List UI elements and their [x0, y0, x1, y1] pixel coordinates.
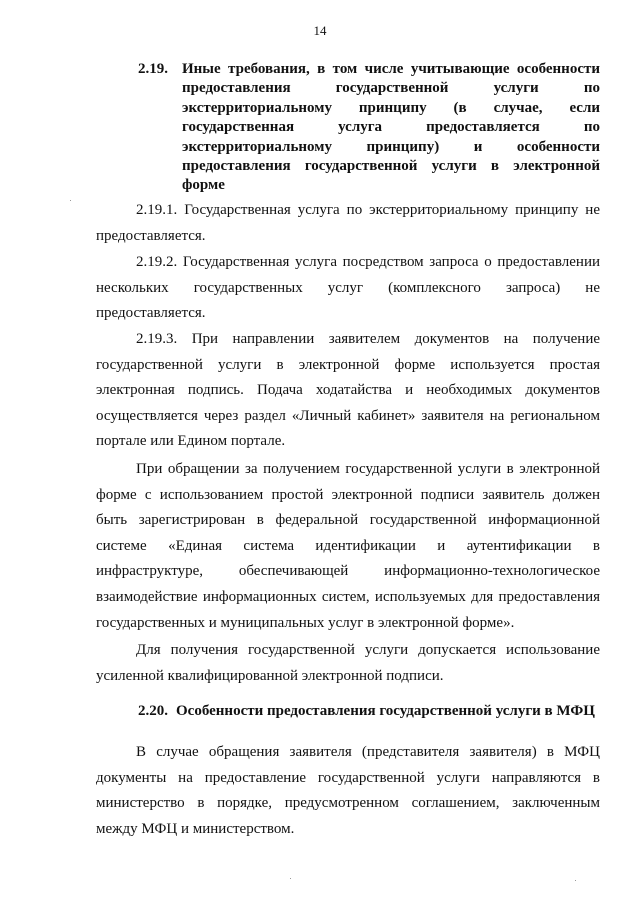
section-title: Иные требования, в том числе учитывающие особенности предоставления государственной услуги по экстерриториальному принципу (в случае, если государственная услуга предоставляется по экстерриториальному принципу) и особенности предоставления государственной услуги в электронной форме	[182, 61, 600, 194]
section-title: Особенности предоставления государственной услуги в МФЦ	[176, 703, 595, 719]
scan-speck	[290, 878, 291, 879]
scan-speck	[575, 880, 576, 881]
section-number: 2.20.	[138, 703, 168, 719]
section-number: 2.19.	[138, 61, 168, 77]
paragraph-mfc: В случае обращения заявителя (представителя заявителя) в МФЦ документы на предоставление государственной услуги направляются в министерство в порядке, предусмотренном соглашением, заключенным между МФЦ и министерством.	[96, 744, 600, 837]
paragraph-qualified-signature: Для получения государственной услуги допускается использование усиленной квалифицированной электронной подписи.	[96, 642, 600, 684]
section-2-20-heading	[138, 702, 595, 721]
section-2-19-heading	[138, 60, 600, 196]
paragraph-2-19-3: 2.19.3. При направлении заявителем документов на получение государственной услуги в электронной форме используется простая электронная подпись. Подача ходатайства и необходимых документов осуществляется через раздел «Личный кабинет» заявителя на региональном портале или Едином портале.	[96, 331, 600, 450]
paragraph-simple-signature: При обращении за получением государственной услуги в электронной форме с использованием простой электронной подписи заявитель должен быть зарегистрирован в федеральной государственной информационной системе «Единая система идентификации и аутентификации в инфраструктуре, обеспечивающей информационно-технологическое взаимодействие информационных систем, используемых для предоставления государственных и муниципальных услуг в электронной форме».	[96, 461, 600, 631]
paragraph-2-19-2: 2.19.2. Государственная услуга посредством запроса о предоставлении нескольких государственных услуг (комплексного запроса) не предоставляется.	[96, 254, 600, 322]
paragraph-2-19-1: 2.19.1. Государственная услуга по экстерриториальному принципу не предоставляется.	[96, 202, 600, 244]
page-number: 14	[313, 23, 327, 38]
scan-speck	[70, 200, 71, 201]
